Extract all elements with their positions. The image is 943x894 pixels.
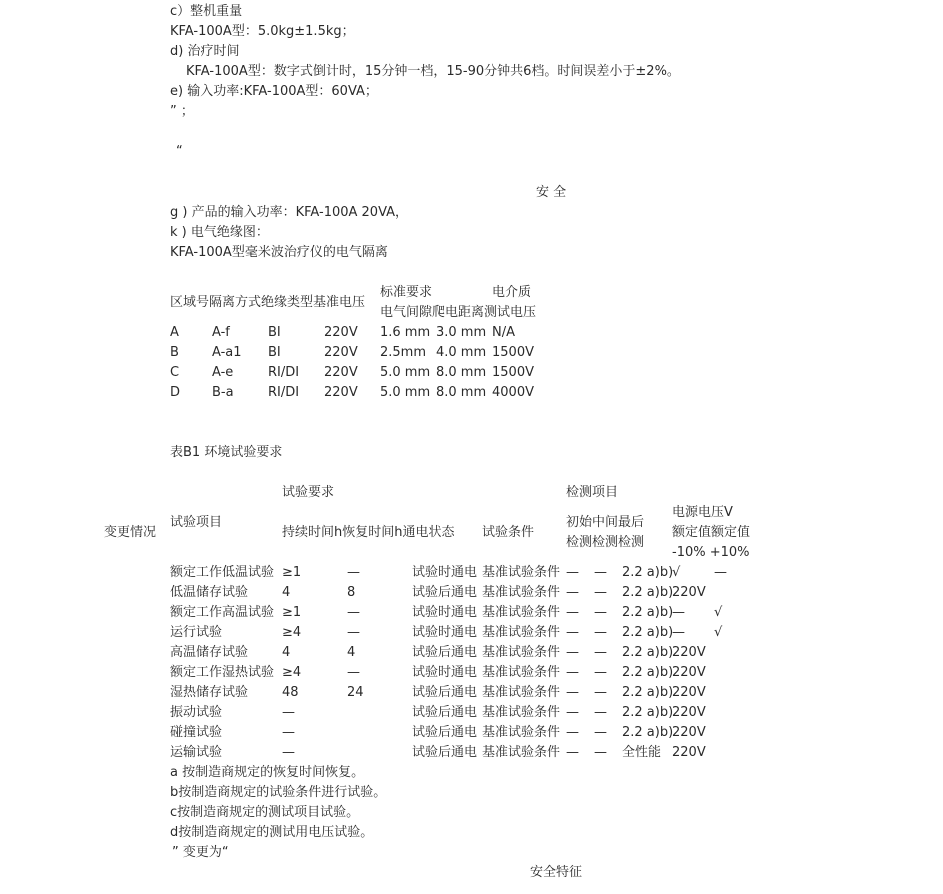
env-cell-condition: 基准试验条件 [482,585,561,600]
env-cell-condition: 基准试验条件 [482,705,561,720]
isolation-cell-test-voltage: 4000V [492,385,534,400]
env-cell-voltage-low: 220V [672,685,706,700]
env-cell-voltage-low: 220V [672,585,706,600]
isolation-cell-insulation: BI [268,345,281,360]
env-cell-duration: — [282,725,295,740]
env-cell-condition: 基准试验条件 [482,665,561,680]
env-cell-duration: ≥4 [282,665,302,680]
isolation-cell-method: B-a [212,385,234,400]
isolation-cell-creepage: 4.0 mm [436,345,487,360]
env-cell-voltage-low: 220V [672,745,706,760]
isolation-cell-ref-voltage: 220V [324,385,358,400]
env-cell-power-state: 试验后通电 [412,745,478,760]
env-change-label: 变更情况 [104,525,157,540]
env-cell-voltage-high: √ [714,605,723,620]
isolation-cell-insulation: RI/DI [268,365,300,380]
isolation-cell-insulation: RI/DI [268,385,300,400]
env-cell-initial-detect: — [566,665,579,680]
env-cell-final-detect: 2.2 a)b) [622,625,674,640]
env-cell-initial-detect: — [566,605,579,620]
env-cell-initial-detect: — [566,725,579,740]
isolation-cell-clearance: 5.0 mm [380,365,431,380]
env-cell-middle-detect: — [594,605,607,620]
env-table-title: 表B1 环境试验要求 [170,445,283,460]
env-cell-duration: ≥1 [282,605,302,620]
env-cell-duration: 4 [282,645,291,660]
env-cell-test-item: 湿热储存试验 [170,685,249,700]
env-cell-recovery: — [347,565,360,580]
isolation-cell-method: A-f [212,325,230,340]
env-cell-power-state: 试验后通电 [412,725,478,740]
env-cell-middle-detect: — [594,625,607,640]
env-cell-duration: ≥4 [282,625,302,640]
env-cell-power-state: 试验时通电 [412,665,478,680]
isolation-cell-creepage: 3.0 mm [436,325,487,340]
env-cell-final-detect: 全性能 [622,745,662,760]
env-detect-sub1: 初始中间最后 [566,515,645,530]
env-cell-duration: ≥1 [282,565,302,580]
env-cell-final-detect: 2.2 a)b) [622,665,674,680]
env-cell-voltage-low: — [672,605,685,620]
env-cell-test-item: 高温储存试验 [170,645,249,660]
isolation-cell-ref-voltage: 220V [324,345,358,360]
env-voltage-sub1: 额定值额定值 [672,525,751,540]
env-cell-initial-detect: — [566,585,579,600]
env-cell-duration: — [282,745,295,760]
isolation-cell-creepage: 8.0 mm [436,385,487,400]
env-cell-middle-detect: — [594,745,607,760]
env-note: d按制造商规定的测试用电压试验。 [170,825,374,840]
env-cell-condition: 基准试验条件 [482,725,561,740]
env-item-label: 试验项目 [170,515,223,530]
env-cell-middle-detect: — [594,685,607,700]
env-cell-test-item: 运输试验 [170,745,223,760]
item-g-power: g ) 产品的输入功率：KFA-100A 20VA， [170,205,409,220]
env-cell-voltage-low: 220V [672,705,706,720]
env-cell-recovery: — [347,625,360,640]
quote-close: ” ； [170,104,194,119]
isolation-cell-test-voltage: 1500V [492,345,534,360]
env-cell-duration: 48 [282,685,299,700]
isolation-cell-zone: D [170,385,181,400]
env-cell-power-state: 试验时通电 [412,565,478,580]
env-cell-voltage-high: — [714,565,727,580]
env-cell-final-detect: 2.2 a)b) [622,685,674,700]
env-cell-test-item: 额定工作高温试验 [170,605,275,620]
timer-spec: KFA-100A型：数字式倒计时，15分钟一档，15-90分钟共6档。时间误差小于±2%。 [186,64,680,79]
env-cell-power-state: 试验时通电 [412,625,478,640]
item-k-insulation: k ) 电气绝缘图： [170,225,269,240]
env-cell-middle-detect: — [594,565,607,580]
item-c-label: c）整机重量 [170,4,243,19]
env-cell-duration: 4 [282,585,291,600]
isolation-title: KFA-100A型毫米波治疗仪的电气隔离 [170,245,388,260]
env-cell-final-detect: 2.2 a)b) [622,645,674,660]
isolation-cell-clearance: 5.0 mm [380,385,431,400]
env-req-cols: 持续时间h恢复时间h通电状态 [282,525,455,540]
isolation-cell-insulation: BI [268,325,281,340]
env-cell-condition: 基准试验条件 [482,565,561,580]
item-d-label: d) 治疗时间 [170,44,240,59]
quote-open: “ [176,144,183,159]
env-detect-label: 检测项目 [566,485,619,500]
env-note: b按制造商规定的试验条件进行试验。 [170,785,387,800]
isolation-cell-zone: B [170,345,179,360]
isolation-cell-method: A-a1 [212,345,242,360]
isolation-cell-zone: A [170,325,179,340]
env-cell-recovery: — [347,665,360,680]
env-note: a 按制造商规定的恢复时间恢复。 [170,765,365,780]
env-cell-initial-detect: — [566,705,579,720]
isolation-cell-clearance: 1.6 mm [380,325,431,340]
env-cell-final-detect: 2.2 a)b) [622,605,674,620]
env-cell-middle-detect: — [594,705,607,720]
env-cell-middle-detect: — [594,645,607,660]
env-cell-final-detect: 2.2 a)b) [622,705,674,720]
isolation-cell-method: A-e [212,365,234,380]
env-cell-initial-detect: — [566,565,579,580]
env-cell-recovery: 8 [347,585,356,600]
isolation-cell-ref-voltage: 220V [324,365,358,380]
env-cell-recovery: 24 [347,685,364,700]
env-cell-test-item: 振动试验 [170,705,223,720]
env-cell-test-item: 低温储存试验 [170,585,249,600]
isolation-cell-zone: C [170,365,180,380]
env-cell-condition: 基准试验条件 [482,685,561,700]
env-cell-voltage-high: √ [714,625,723,640]
env-req-label: 试验要求 [282,485,335,500]
env-cell-middle-detect: — [594,585,607,600]
safety-feature-heading: 安全特征 [530,865,583,880]
env-cell-recovery: — [347,605,360,620]
isolation-header-sub: 电气间隙爬电距离测试电压 [380,305,537,320]
env-voltage-label: 电源电压V [672,505,733,520]
env-cell-voltage-low: — [672,625,685,640]
env-cell-condition: 基准试验条件 [482,625,561,640]
isolation-cell-test-voltage: 1500V [492,365,534,380]
env-cell-test-item: 额定工作湿热试验 [170,665,275,680]
env-cell-middle-detect: — [594,665,607,680]
isolation-cell-test-voltage: N/A [492,325,515,340]
env-cell-power-state: 试验后通电 [412,585,478,600]
env-voltage-sub2: -10% +10% [672,545,750,560]
isolation-cell-creepage: 8.0 mm [436,365,487,380]
env-cell-initial-detect: — [566,685,579,700]
change-to-text: ” 变更为“ [172,845,229,860]
env-cond-label: 试验条件 [482,525,535,540]
isolation-cell-clearance: 2.5mm [380,345,427,360]
env-cell-power-state: 试验后通电 [412,645,478,660]
env-cell-voltage-low: 220V [672,645,706,660]
env-cell-power-state: 试验时通电 [412,605,478,620]
env-cell-duration: — [282,705,295,720]
env-cell-test-item: 碰撞试验 [170,725,223,740]
env-cell-voltage-low: √ [672,565,681,580]
env-note: c按制造商规定的测试项目试验。 [170,805,360,820]
env-cell-voltage-low: 220V [672,725,706,740]
weight-spec: KFA-100A型：5.0kg±1.5kg； [170,24,355,39]
env-cell-voltage-low: 220V [672,665,706,680]
item-e-power: e) 输入功率:KFA-100A型：60VA； [170,84,378,99]
env-cell-initial-detect: — [566,745,579,760]
env-cell-condition: 基准试验条件 [482,745,561,760]
env-cell-recovery: 4 [347,645,356,660]
env-cell-final-detect: 2.2 a)b) [622,585,674,600]
env-cell-power-state: 试验后通电 [412,685,478,700]
env-cell-condition: 基准试验条件 [482,605,561,620]
isolation-header-dielectric: 电介质 [492,285,532,300]
env-cell-initial-detect: — [566,625,579,640]
env-cell-initial-detect: — [566,645,579,660]
env-detect-sub2: 检测检测检测 [566,535,645,550]
env-cell-test-item: 运行试验 [170,625,223,640]
isolation-header-std: 标准要求 [380,285,433,300]
env-cell-test-item: 额定工作低温试验 [170,565,275,580]
env-cell-power-state: 试验后通电 [412,705,478,720]
safety-heading: 安 全 [536,185,567,200]
env-cell-final-detect: 2.2 a)b) [622,725,674,740]
env-cell-condition: 基准试验条件 [482,645,561,660]
isolation-cell-ref-voltage: 220V [324,325,358,340]
env-cell-middle-detect: — [594,725,607,740]
env-cell-final-detect: 2.2 a)b) [622,565,674,580]
isolation-header-main: 区域号隔离方式绝缘类型基准电压 [170,295,366,310]
